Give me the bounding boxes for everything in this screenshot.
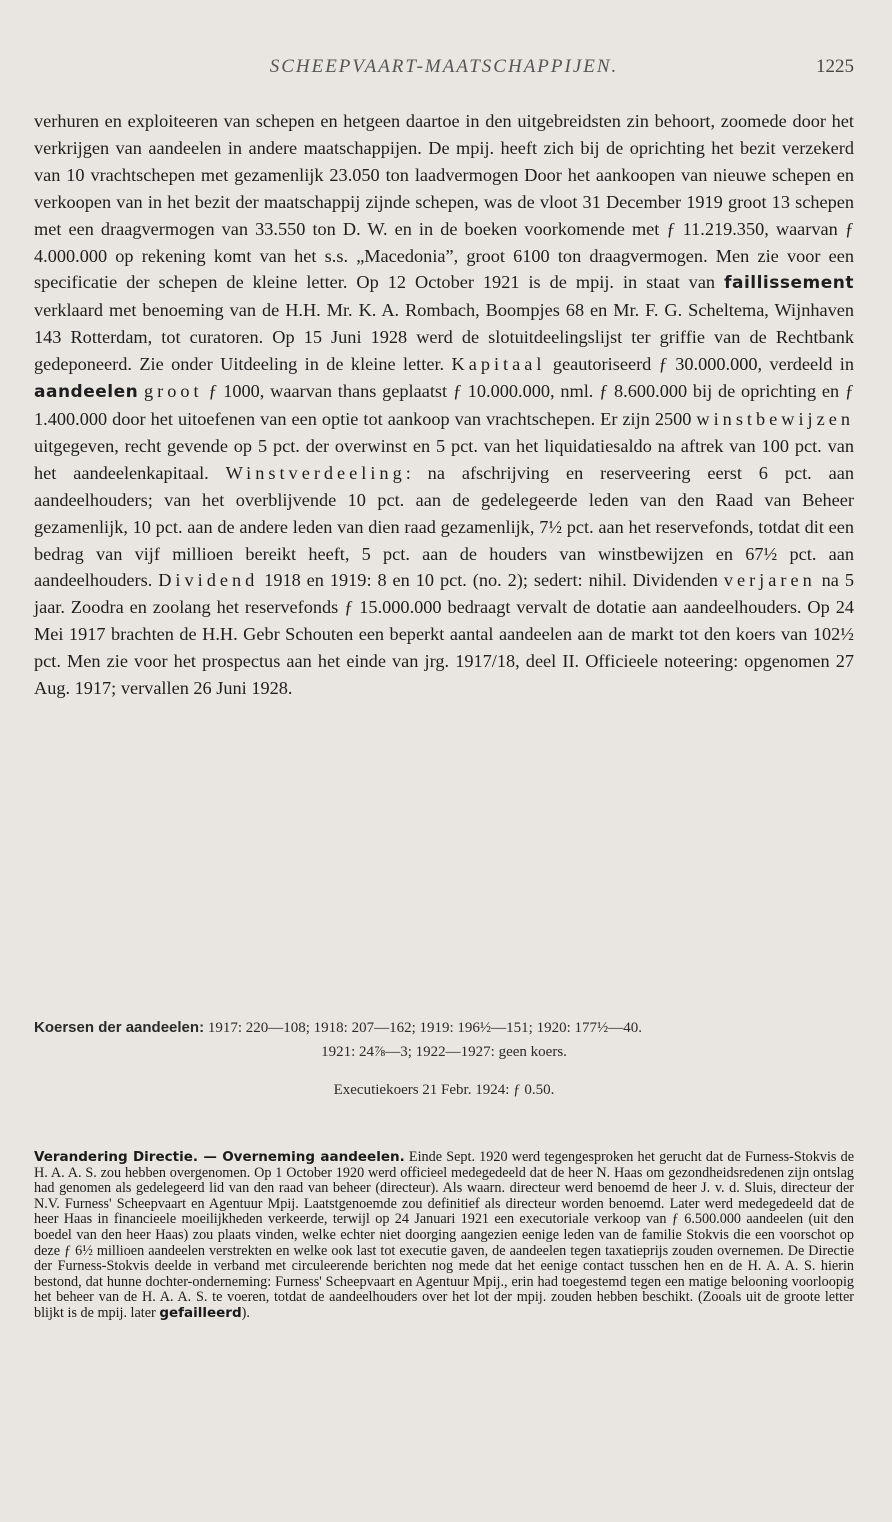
- page-number: 1225: [816, 56, 854, 77]
- keyword-groot: groot: [144, 381, 203, 402]
- share-prices-line-2: 1921: 24⅞—3; 1922—1927: geen koers.: [321, 1044, 567, 1060]
- directorate-change-paragraph: [34, 1150, 854, 1322]
- share-prices-label: Koersen der aandeelen:: [34, 1019, 205, 1036]
- share-prices: [34, 1016, 854, 1102]
- text-run: ).: [241, 1304, 250, 1321]
- keyword-gefailleerd: gefailleerd: [159, 1304, 242, 1321]
- keyword-verjaren: verjaren: [723, 570, 816, 591]
- text-run: : na afschrijving en reserveering eerst 6 pct. aan aandeelhouders; van het overblijvende 10 pct. aan de gedelegeerde leden van den Raad van Beheer gezamenlijk, 10 pct. aan de andere leden van dien raad gezamenlijk, 7½ pct. aan het reservefonds, totdat dit een bedrag van vijf millioen bereikt heeft, 5 pct. aan de houders van winstbewijzen en 67½ pct. aan aandeelhouders.: [34, 462, 854, 591]
- keyword-aandeelen: aandeelen: [34, 382, 139, 403]
- keyword-dividend: Dividend: [158, 570, 259, 591]
- share-prices-values: 1917: 220—108; 1918: 207—162; 1919: 196½—151; 1920: 177½—40.: [204, 1020, 642, 1036]
- execution-price: Executiekoers 21 Febr. 1924: ƒ 0.50.: [333, 1082, 555, 1098]
- text-run: verhuren en exploiteeren van schepen en hetgeen daartoe in den uitgebreidsten zin behoort, zoomede door het verkrijgen van aandeelen in andere maatschappijen. De mpij. heeft zich bij de oprichting het bezit verzekerd van 10 vrachtschepen met gezamenlijk 23.050 ton laadvermogen Door het aankoopen van nieuwe schepen en verkoopen van in het bezit der maatschappij zijnde schepen, was de vloot 31 December 1919 groot 13 schepen met een draagvermogen van 33.550 ton D. W. en in de boeken voorkomende met ƒ 11.219.350, waarvan ƒ 4.000.000 op rekening komt van het s.s. „Macedonia”, groot 6100 ton draagvermogen. Men zie voor een specificatie der schepen de kleine letter. Op 12 October 1921 is de mpij. in staat van: [34, 111, 854, 293]
- main-paragraph: [34, 108, 854, 702]
- keyword-faillissement: faillissement: [724, 273, 854, 294]
- running-title: SCHEEPVAART-MAATSCHAPPIJEN.: [269, 56, 619, 77]
- text-run: uitgegeven, recht gevende op 5 pct. der overwinst en 5 pct. van het liquidatiesaldo na aftrek van 100 pct. van het aandeelenkapitaal.: [34, 435, 854, 483]
- keyword-winstbewijzen: winstbewijzen: [696, 408, 854, 429]
- section-heading: Verandering Directie. — Overneming aandeelen.: [34, 1149, 405, 1165]
- company-description: [34, 108, 854, 702]
- text-run: 1918 en 1919: 8 en 10 pct. (no. 2); sedert: nihil. Dividenden: [258, 570, 724, 591]
- text-run: verklaard met benoeming van de H.H. Mr. K. A. Rombach, Boompjes 68 en Mr. F. G. Scheltema, Wijnhaven 143 Rotterdam, tot curatoren. Op 15 Juni 1928 werd de slotuitdeelingslijst ter griffie van de Rechtbank gedeponeerd. Zie onder Uitdeeling in de kleine letter.: [34, 300, 854, 375]
- text-run: na 5 jaar. Zoodra en zoolang het reservefonds ƒ 15.000.000 bedraagt vervalt de dotatie aan aandeelhouders. Op 24 Mei 1917 brachten de H.H. Gebr Schouten een beperkt aantal aandeelen aan de markt tot den koers van 102½ pct. Men zie voor het prospectus aan het einde van jrg. 1917/18, deel II. Officieele noteering: opgenomen 27 Aug. 1917; vervallen 26 Juni 1928.: [34, 570, 854, 699]
- text-run: geautoriseerd ƒ 30.000.000, verdeeld in: [545, 354, 854, 375]
- text-run: ƒ 1000, waarvan thans geplaatst ƒ 10.000.000, nml. ƒ 8.600.000 bij de oprichting en ƒ 1.400.000 door het uitoefenen van een optie tot aankoop van vrachtschepen. Er zijn 2500: [34, 381, 854, 429]
- small-print-section: [34, 1150, 854, 1322]
- text-run: Einde Sept. 1920 werd tegengesproken het gerucht dat de Furness-Stokvis de H. A. A. S. zou hebben overgenomen. Op 1 October 1920 werd officieel medegedeeld dat de heer N. Haas om gezondheidsredenen zijn ontslag had genomen als gedelegeerd lid van den raad van beheer (directeur). Als waarn. directeur werd benoemd de heer J. v. d. Sluis, directeur der N.V. Furness' Scheepvaart en Agentuur Mpij. Laatstgenoemde zou definitief als directeur worden benoemd. Later werd medegedeeld dat de heer Haas in financieele moeilijkheden verkeerde, terwijl op 24 Januari 1921 een executoriale verkoop van ƒ 6.500.000 aandeelen (uit den boedel van den heer Haas) zou plaats vinden, welke echter niet doorging aangezien eenige leden van de familie Stokvis die een voorschot op deze ƒ 6½ millioen aandeelen verstrekten en welke ook last tot executie gaven, de aandeelen tegen taxatieprijs zouden overnemen. De Directie der Furness-Stokvis deelde in verband met circuleerende berichten nog mede dat het eenige contact tusschen hen en de H. A. A. S. hierin bestond, dat hunne dochter-onderneming: Furness' Scheepvaart en Agentuur Mpij., erin had toegestemd tegen een matige belooning voorloopig het beheer van de H. A. A. S. te voeren, totdat de aandeelhouders over het lot der mpij. zouden hebben beschikt. (Zooals uit de groote letter blijkt is de mpij. later: [34, 1149, 855, 1321]
- keyword-winstverdeeling: Winstverdeeling: [225, 462, 406, 483]
- keyword-kapitaal: Kapitaal: [451, 354, 546, 375]
- share-prices-line: [34, 1016, 854, 1040]
- page-header: [34, 56, 854, 88]
